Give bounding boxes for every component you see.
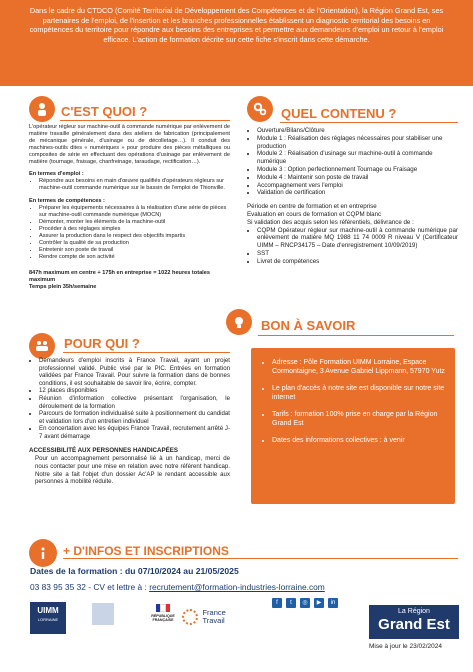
contact-text: 03 83 95 35 32 - CV et lettre à : [30,582,150,592]
list-item: • Demandeurs d'emploi inscrits à France Travail, ayant un projet professionnel validé. Public visé par le PIC. Entrées en formation validées par France Travail. Pour suivre la formation dans de bonnes conditions, il est souhaitable de savoir lire, écrire, compter. [39,357,230,387]
instagram-icon[interactable]: ◎ [300,598,310,608]
list-item: • 12 places disponibles [39,387,230,395]
pour-qui-content [29,357,230,486]
quel-contenu-content [247,127,458,266]
person-question-icon [29,96,55,122]
divider [63,558,458,559]
list-item: • Accompagnement vers l'emploi [257,182,458,190]
temps-text: Temps plein 35h/semaine [29,284,97,290]
list-item: • Module 3 : Option perfectionnement Tournage ou Fraisage [257,166,458,174]
uimm-logo-sub: LORRAINE [37,617,59,622]
list-item: • Réunion d'information collective présentant l'organisation, le déroulement de la formation [39,395,230,410]
republique-logo [148,604,178,622]
region-top-text: La Région [398,608,430,615]
republique-text: RÉPUBLIQUE FRANÇAISE [151,614,175,623]
gears-icon [247,96,273,122]
lightbulb-icon [226,309,252,335]
partner-logo [92,603,114,625]
list-item: • Démonter, monter les éléments de la machine-outil [39,219,230,226]
evaluation-text: Evaluation en cours de formation et CQPM blanc [247,210,382,218]
list-item: • Dates des informations collectives : à venir [272,436,445,445]
group-icon [29,333,55,359]
list-item: • Procéder à des réglages simples [39,226,230,233]
section-title-infos: + D'INFOS ET INSCRIPTIONS [63,544,229,558]
list-item: • Module 4 : Maintenir son poste de travail [257,174,458,182]
list-item: • Parcours de formation individualisé suite à positionnement du candidat et validation lors d'un entretien individuel [39,410,230,425]
competences-list [29,205,230,261]
list-item: • Le plan d'accès à notre site est disponible sur notre site internet [272,384,445,402]
section-title-quel-contenu: QUEL CONTENU ? [281,106,397,121]
divider [280,122,458,123]
uimm-logo [30,602,66,634]
cest-quoi-intro: L'opérateur régleur sur machine-outil à commande numérique par enlèvement de matière travaille généralement dans des ateliers de fabrication (principalement de mécanique générale, d'usinage ou de décolletage…). Il conduit des machines-outils dites « numériques » pour produire des pièces métalliques ou composites de série en effectuant des opérations d'usinage par enlèvement de matière (tournage, fraisage, chanfreinage, taraudage, rectification…). [29,124,231,165]
list-item: • Livret de compétences [257,258,458,266]
handicap-text: Pour un accompagnement personnalisé lié à un handicap, merci de nous contacter pour une mise en relation avec notre référent handicap. Notre site a fait l'objet d'un dossier Ac'AP le rendant accessible aux personnes à mobilité réduite. [35,455,230,486]
list-item: • En concertation avec les équipes France Travail, recrutement arrêté J-7 avant démarrage [39,425,230,440]
list-item: • Adresse : Pôle Formation UIMM Lorraine, Espace Cormontaigne, 3 Avenue Gabriel Lippmann, 57970 Yutz [272,358,445,376]
france-travail-text: France Travail [202,607,226,625]
france-travail-icon [182,609,198,625]
periode-text: Période en centre de formation et en entreprise [247,203,377,211]
objectifs-title: En termes d'emploi : [29,171,84,177]
twitter-icon[interactable]: t [286,598,296,608]
youtube-icon[interactable]: ▶ [314,598,324,608]
handicap-title: ACCESSIBILITÉ AUX PERSONNES HANDICAPÉES [29,446,178,454]
section-title-bon-a-savoir: BON À SAVOIR [261,318,356,333]
list-item: • Entretenir son poste de travail [39,247,230,254]
linkedin-icon[interactable]: in [328,598,338,608]
certif-list [247,227,458,266]
list-item: • Ouverture/Bilans/Clôture [257,127,458,135]
duree-text: 847h maximum en centre + 175h en entreprise = 1022 heures totales maximum [29,270,210,283]
info-icon [29,539,57,567]
email-link[interactable]: recrutement@formation-industries-lorraine.com [149,582,325,592]
dates-formation: Dates de la formation : du 07/10/2024 au 21/05/2025 [30,566,239,576]
facebook-icon[interactable]: f [272,598,282,608]
list-item: • Contrôler la qualité de sa production [39,240,230,247]
region-main-text: Grand Est [378,616,450,633]
update-date: Mise à jour le 23/02/2024 [369,643,442,650]
list-item: • Assurer la production dans le respect des objectifs impartis [39,233,230,240]
list-item: • Répondre aux besoins en main d'œuvre qualifiés d'opérateurs régleurs sur machine-outil commande numérique sur le bassin de l'emploi de Thionville. [39,178,230,192]
list-item: • CQPM Opérateur régleur sur machine-outil à commande numérique par enlèvement de matière MQ 1988 11 74 0009 R niveau V (Certificateur UIMM – RNCP34175 – Date d'enregistrement 10/09/2019) [257,227,458,250]
competences-title: En termes de compétences : [29,198,105,204]
cest-quoi-content [29,124,230,291]
contact-line [30,582,325,592]
region-grand-est-logo [369,605,459,639]
pour-qui-list [29,357,230,441]
list-item: • Rendre compte de son activité [39,254,230,261]
list-item: • Module 1 : Réalisation des réglages nécessaires pour stabiliser une production [257,135,458,151]
intro-banner [0,0,473,86]
bon-a-savoir-list [263,358,445,445]
validation-text: Si validation des acquis selon les référentiels, délivrance de : [247,218,414,226]
divider [63,352,230,353]
divider [258,335,454,336]
uimm-logo-text: UIMM [37,606,59,615]
bon-a-savoir-box [251,348,455,504]
list-item: • SST [257,250,458,258]
list-item: • Préparer les équipements nécessaires à la réalisation d'une série de pièces sur machine-outil commande numérique (MOCN) [39,205,230,219]
list-item: • Validation de certification [257,189,458,197]
section-title-cest-quoi: C'EST QUOI ? [61,104,148,119]
section-title-pour-qui: POUR QUI ? [64,336,140,351]
contenu-list [247,127,458,197]
objectifs-list [29,178,230,192]
divider [60,120,230,121]
list-item: • Module 2 : Réalisation d'usinage sur machine-outil à commande numérique [257,150,458,166]
france-travail-logo [182,608,236,626]
list-item: • Tarifs : formation 100% prise en charge par la Région Grand Est [272,410,445,428]
intro-text: Dans le cadre du CTDCO (Comité Territorial de Développement des Compétences et de l'Orientation), la Région Grand Est, ses partenaires de l'emploi, de l'insertion et les branches professionnelles établissent un diagnostic territorial des besoins en compétences du territoire pour répondre aux besoins des entreprises et permettre aux demandeurs d'emploi un retour à l'emploi efficace. L'action de formation décrite sur cette fiche s'inscrit dans cette démarche. [29,6,444,44]
